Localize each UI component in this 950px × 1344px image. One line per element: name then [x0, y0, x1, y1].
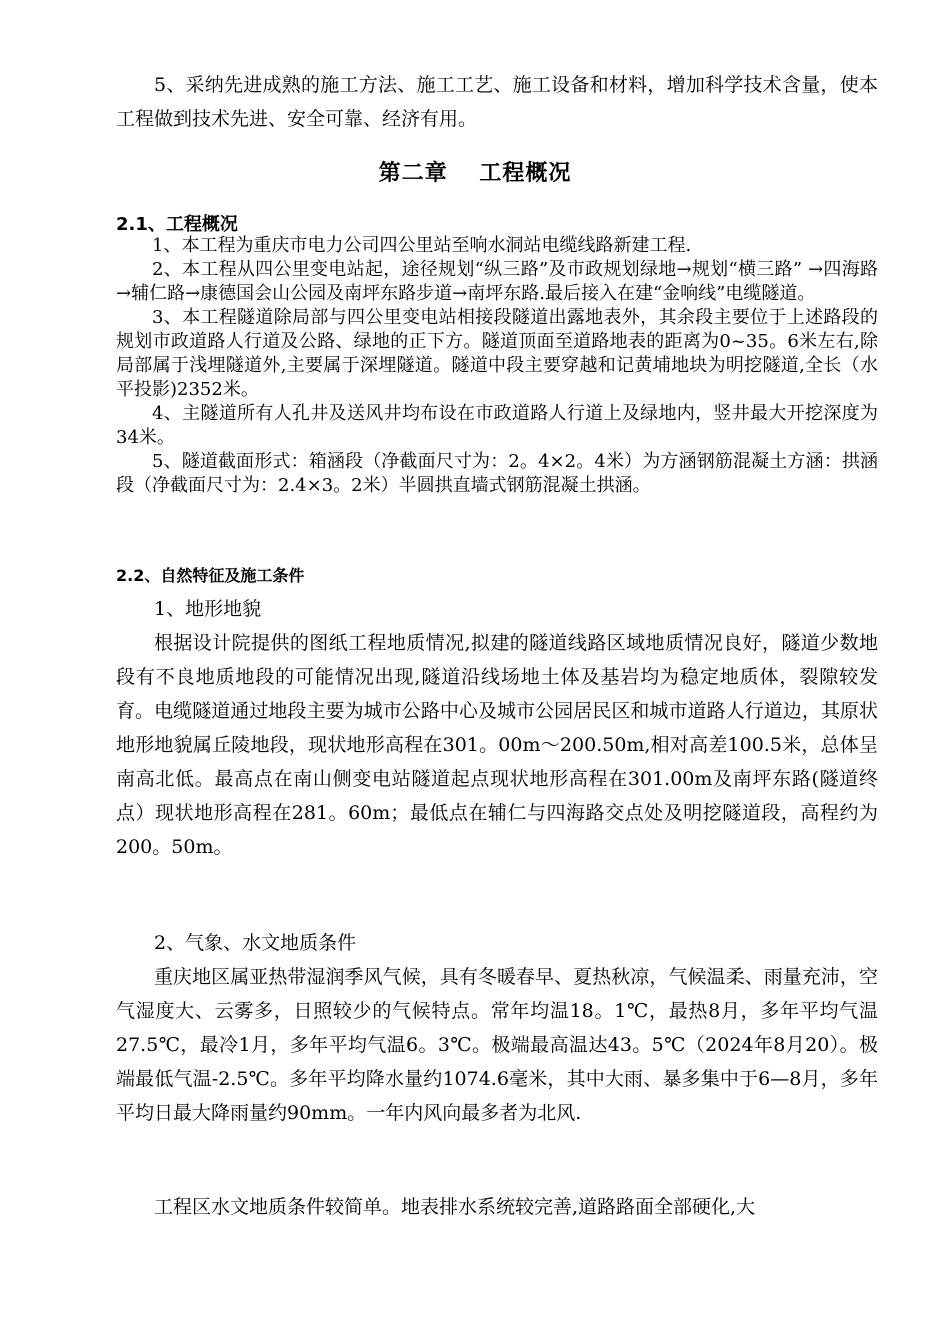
terrain-paragraph: 根据设计院提供的图纸工程地质情况,拟建的隧道线路区域地质情况良好，隧道少数地段有不良地质地段的可能情况出现,隧道沿线场地土体及基岩均为稳定地质体，裂隙较发育。电缆隧道通过地段主要为城市公路中心及城市公园居民区和城市道路人行道边，其原状地形地貌属丘陵地段，现状地形高程在301。00m～200.50m,相对高差100.5米，总体呈南高北低。最高点在南山侧变电站隧道起点现状地形高程在301.00m及南坪东路(隧道终点）现状地形高程在281。60m；最低点在辅仁与四海路交点处及明挖隧道段，高程约为200。50m。	[116, 632, 878, 858]
subsection-2-body	[116, 960, 878, 1130]
chapter-title: 第二章 工程概况	[378, 161, 572, 186]
section-2-1-item-4: 4、主隧道所有人孔井及送风井均布设在市政道路人行道上及绿地内，竖井最大开挖深度为34米。	[116, 403, 878, 448]
subsection-2-title: 2、气象、水文地质条件	[154, 932, 357, 954]
climate-paragraph: 重庆地区属亚热带湿润季风气候，具有冬暖春早、夏热秋凉，气候温柔、雨量充沛，空气湿度大、云雾多，日照较少的气候特点。常年均温18。1℃，最热8月，多年平均气温27.5℃，最冷1月，多年平均气温6。3℃。极端最高温达43。5℃（2024年8月20）。极端最低气温-2.5℃。多年平均降水量约1074.6毫米，其中大雨、暴多集中于6—8月，多年平均日最大降雨量约90mm。一年内风向最多者为北风.	[116, 966, 878, 1124]
section-2-1-item-1: 1、本工程为重庆市电力公司四公里站至响水洞站电缆线路新建工程.	[152, 235, 692, 256]
section-2-1-item-2: 2、本工程从四公里变电站起，途径规划“纵三路”及市政规划绿地→规划“横三路” →四海路→辅仁路→康德国会山公园及南坪东路步道→南坪东路.最后接入在建“金响线”电缆隧道。	[116, 259, 878, 304]
section-2-1-items	[116, 234, 878, 498]
intro-paragraph: 5、采纳先进成熟的施工方法、施工工艺、施工设备和材料，增加科学技术含量，使本工程做到技术先进、安全可靠、经济有用。	[116, 74, 878, 130]
subsection-2-body-2	[116, 1190, 878, 1224]
section-2-1-item-5: 5、隧道截面形式：箱涵段（净截面尺寸为：2。4×2。4米）为方涵钢筋混凝土方涵：拱涵段（净截面尺寸为：2.4×3。2米）半圆拱直墙式钢筋混凝土拱涵。	[116, 451, 878, 496]
section-2-2-heading: 2.2、自然特征及施工条件	[116, 566, 305, 585]
subsection-1-body	[116, 626, 878, 864]
section-2-1-item-3: 3、本工程隧道除局部与四公里变电站相接段隧道出露地表外，其余段主要位于上述路段的规划市政道路人行道及公路、绿地的正下方。隧道顶面至道路地表的距离为0~35。6米左右,除局部属于浅埋隧道外,主要属于深埋隧道。隧道中段主要穿越和记黄埔地块为明挖隧道,全长（水平投影)2352米。	[116, 307, 878, 400]
section-2-1-heading: 2.1、工程概况	[116, 214, 238, 235]
subsection-1-title: 1、地形地貌	[154, 598, 262, 620]
hydrology-paragraph: 工程区水文地质条件较简单。地表排水系统较完善,道路路面全部硬化,大	[154, 1196, 756, 1218]
intro-item-5	[116, 68, 878, 136]
